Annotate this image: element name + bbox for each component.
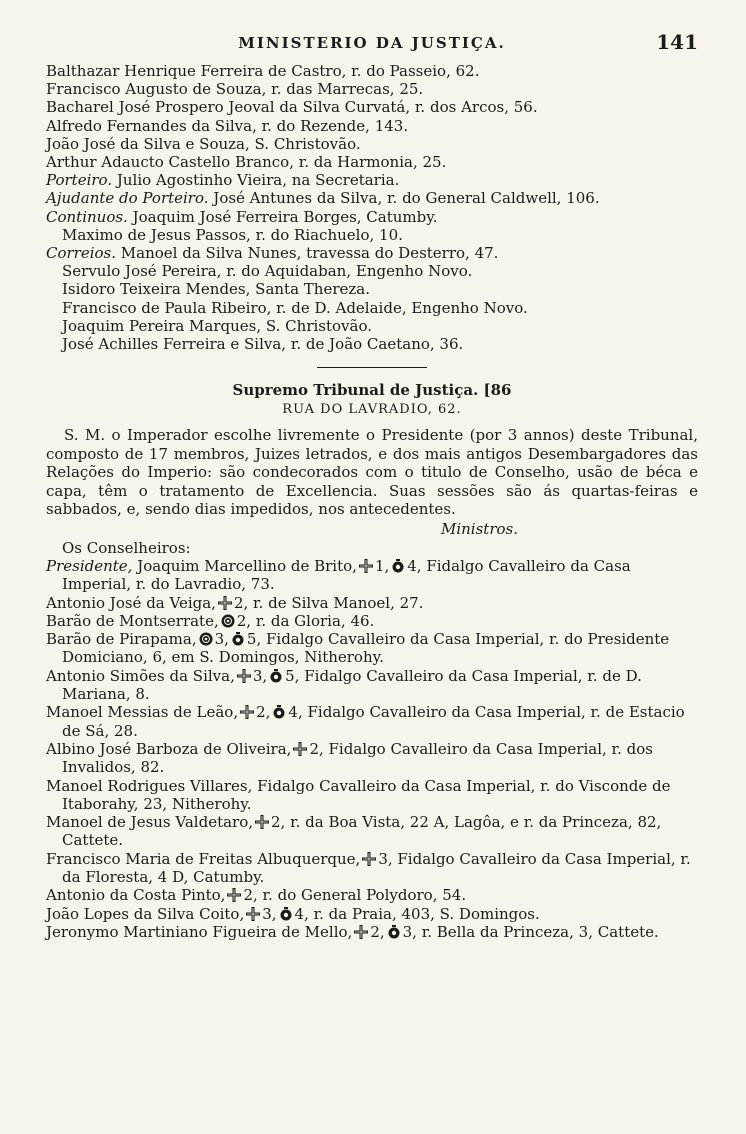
minister-name: Albino José Barboza de Oliveira, <box>46 739 292 758</box>
minister-name: Manoel Rodrigues Villares, Fidalgo Cavalleiro da Casa Imperial, r. do Visconde de Itaborahy, 23, Nitherohy. <box>46 776 671 813</box>
minister-entry <box>46 557 698 594</box>
staff-line: Francisco Augusto de Souza, r. das Marrecas, 25. <box>46 80 424 99</box>
minister-name: Francisco Maria de Freitas Albuquerque, <box>46 849 361 868</box>
minister-entry <box>46 612 698 630</box>
order-medal-icon <box>391 559 405 573</box>
decoration-grade: 4, <box>294 904 309 923</box>
ajudante-label: Ajudante do Porteiro. <box>46 189 209 208</box>
minister-details: Fidalgo Cavalleiro da Casa Imperial, r. dos Invalidos, 82. <box>62 739 653 777</box>
minister-entry <box>46 703 698 740</box>
ministry-staff-list <box>46 62 698 353</box>
order-cross-icon <box>246 907 260 921</box>
order-cross-icon <box>218 596 232 610</box>
decoration-grade: 2, <box>256 703 271 722</box>
decoration-grade: 3, <box>214 630 229 649</box>
minister-details: Fidalgo Cavalleiro da Casa Imperial, r. de Estacio de Sá, 28. <box>62 703 685 740</box>
minister-entry <box>46 777 698 814</box>
order-cross-icon <box>240 705 254 719</box>
decoration-grade: 1, <box>374 556 390 575</box>
decoration-grade: 2, <box>309 739 324 758</box>
minister-details: Fidalgo Cavalleiro da Casa Imperial, r. da Floresta, 4 D, Catumby. <box>62 849 691 886</box>
minister-entry <box>46 923 698 941</box>
order-cross-icon <box>237 669 251 683</box>
minister-name: Antonio José da Veiga, <box>46 593 216 612</box>
minister-role: Presidente, <box>46 556 133 575</box>
minister-name: Jeronymo Martiniano Figueira de Mello, <box>46 922 353 941</box>
staff-line: Alfredo Fernandes da Silva, r. do Rezende, 143. <box>46 116 409 135</box>
order-cross-icon <box>359 559 373 573</box>
correios-line: Isidoro Teixeira Mendes, Santa Thereza. <box>62 280 370 299</box>
decoration-grade: 2, <box>370 922 385 941</box>
order-rose-icon <box>221 614 235 628</box>
minister-entry <box>46 886 698 904</box>
conselheiros-label: Os Conselheiros: <box>62 538 191 557</box>
correios-line: Servulo José Pereira, r. do Aquidaban, Engenho Novo. <box>62 262 473 281</box>
staff-line: Bacharel José Prospero Jeoval da Silva Curvatá, r. dos Arcos, 56. <box>46 98 538 117</box>
continuos-line <box>46 208 698 226</box>
minister-name: Manoel de Jesus Valdetaro, <box>46 813 254 832</box>
ajudante-text: José Antunes da Silva, r. do General Caldwell, 106. <box>208 189 600 208</box>
decoration-grade: 2, <box>233 593 249 612</box>
staff-line: Arthur Adaucto Castello Branco, r. da Harmonia, 25. <box>46 153 447 172</box>
porteiro-label: Porteiro. <box>46 171 113 190</box>
porteiro-text: Julio Agostinho Vieira, na Secretaria. <box>112 171 400 190</box>
section-title: Supremo Tribunal de Justiça. [86 <box>232 381 512 400</box>
correios-text: Manoel da Silva Nunes, travessa do Desterro, 47. <box>116 244 499 263</box>
order-cross-icon <box>293 742 307 756</box>
decoration-grade: 5, <box>246 630 262 649</box>
continuos-label: Continuos. <box>46 207 128 226</box>
staff-line: Balthazar Henrique Ferreira de Castro, r. do Passeio, 62. <box>46 62 480 80</box>
section-divider <box>317 367 427 368</box>
order-cross-icon <box>362 852 376 866</box>
decoration-grade: 2, <box>236 611 252 630</box>
order-medal-icon <box>279 907 293 921</box>
order-cross-icon <box>354 925 368 939</box>
minister-details: r. Bella da Princeza, 3, Cattete. <box>416 922 659 941</box>
decoration-grade: 4, <box>288 703 303 722</box>
ministros-list <box>46 557 698 941</box>
minister-entry <box>46 667 698 704</box>
correios-line: José Achilles Ferreira e Silva, r. de João Caetano, 36. <box>62 335 464 354</box>
order-medal-icon <box>231 632 245 646</box>
minister-entry <box>46 813 698 850</box>
minister-details: Fidalgo Cavalleiro da Casa Imperial, r. do Presidente Domiciano, 6, em S. Domingos, Nitherohy. <box>62 630 670 667</box>
minister-entry <box>46 594 698 612</box>
order-cross-icon <box>227 888 241 902</box>
decoration-grade: 3, <box>378 849 393 868</box>
decoration-grade: 2, <box>243 886 258 905</box>
decoration-grade: 2, <box>271 813 286 832</box>
tribunal-description: S. M. o Imperador escolhe livremente o Presidente (por 3 annos) deste Tribunal, composto de 17 membros, Juizes letrados, e dos mais antigos Desembargadores das Relações do Imperio: são condecorados com o titulo de Conselho, usão de béca e capa, têm o tratamento de Excellencia. Suas sessões são ás quartas-feiras e sabbados, e, sendo dias impedidos, nos antecedentes. <box>46 426 698 519</box>
continuos-text: Joaquim José Ferreira Borges, Catumby. <box>127 207 438 226</box>
minister-name: Joaquim Marcellino de Brito, <box>132 556 357 575</box>
ajudante-line <box>46 189 698 207</box>
minister-name: Barão de Pirapama, <box>46 630 197 649</box>
correios-line: Francisco de Paula Ribeiro, r. de D. Adelaide, Engenho Novo. <box>62 298 528 317</box>
decoration-grade: 5, <box>285 666 300 685</box>
minister-name: Antonio Simões da Silva, <box>46 666 235 685</box>
page-header <box>46 28 698 62</box>
correios-line <box>46 244 698 262</box>
page-number: 141 <box>656 30 698 54</box>
minister-entry <box>46 740 698 777</box>
decoration-grade: 3, <box>402 922 417 941</box>
minister-name: Manoel Messias de Leão, <box>46 703 239 722</box>
order-cross-icon <box>255 815 269 829</box>
minister-details: Fidalgo Cavalleiro da Casa Imperial, r. de D. Mariana, 8. <box>62 666 642 704</box>
porteiro-line <box>46 171 698 189</box>
minister-entry <box>46 905 698 923</box>
minister-details: r. da Gloria, 46. <box>251 611 375 630</box>
minister-entry <box>46 850 698 887</box>
order-medal-icon <box>272 705 286 719</box>
minister-details: Fidalgo Cavalleiro da Casa Imperial, r. do Lavradio, 73. <box>62 556 631 594</box>
minister-name: Barão de Montserrate, <box>46 611 219 630</box>
minister-details: r. de Silva Manoel, 27. <box>248 593 424 612</box>
decoration-grade: 3, <box>252 666 268 685</box>
order-medal-icon <box>269 669 283 683</box>
ministros-heading: Ministros. <box>440 519 518 538</box>
minister-details: r. do General Polydoro, 54. <box>257 886 467 905</box>
running-head: MINISTERIO DA JUSTIÇA. <box>238 34 506 52</box>
minister-name: João Lopes da Silva Coito, <box>46 904 245 923</box>
decoration-grade: 4, <box>407 556 422 575</box>
order-rose-icon <box>199 632 213 646</box>
correios-line: Joaquim Pereira Marques, S. Christovão. <box>62 316 372 335</box>
minister-entry <box>46 630 698 667</box>
staff-line: João José da Silva e Souza, S. Christovão. <box>46 134 361 153</box>
decoration-grade: 3, <box>262 904 277 923</box>
minister-name: Antonio da Costa Pinto, <box>46 886 226 905</box>
minister-details: r. da Boa Vista, 22 A, Lagôa, e r. da Princeza, 82, Cattete. <box>62 813 662 850</box>
minister-details: r. da Praia, 403, S. Domingos. <box>308 904 540 923</box>
order-medal-icon <box>387 925 401 939</box>
continuos-line: Maximo de Jesus Passos, r. do Riachuelo, 10. <box>62 225 403 244</box>
section-address: RUA DO LAVRADIO, 62. <box>282 402 462 418</box>
correios-label: Correios. <box>46 244 117 263</box>
